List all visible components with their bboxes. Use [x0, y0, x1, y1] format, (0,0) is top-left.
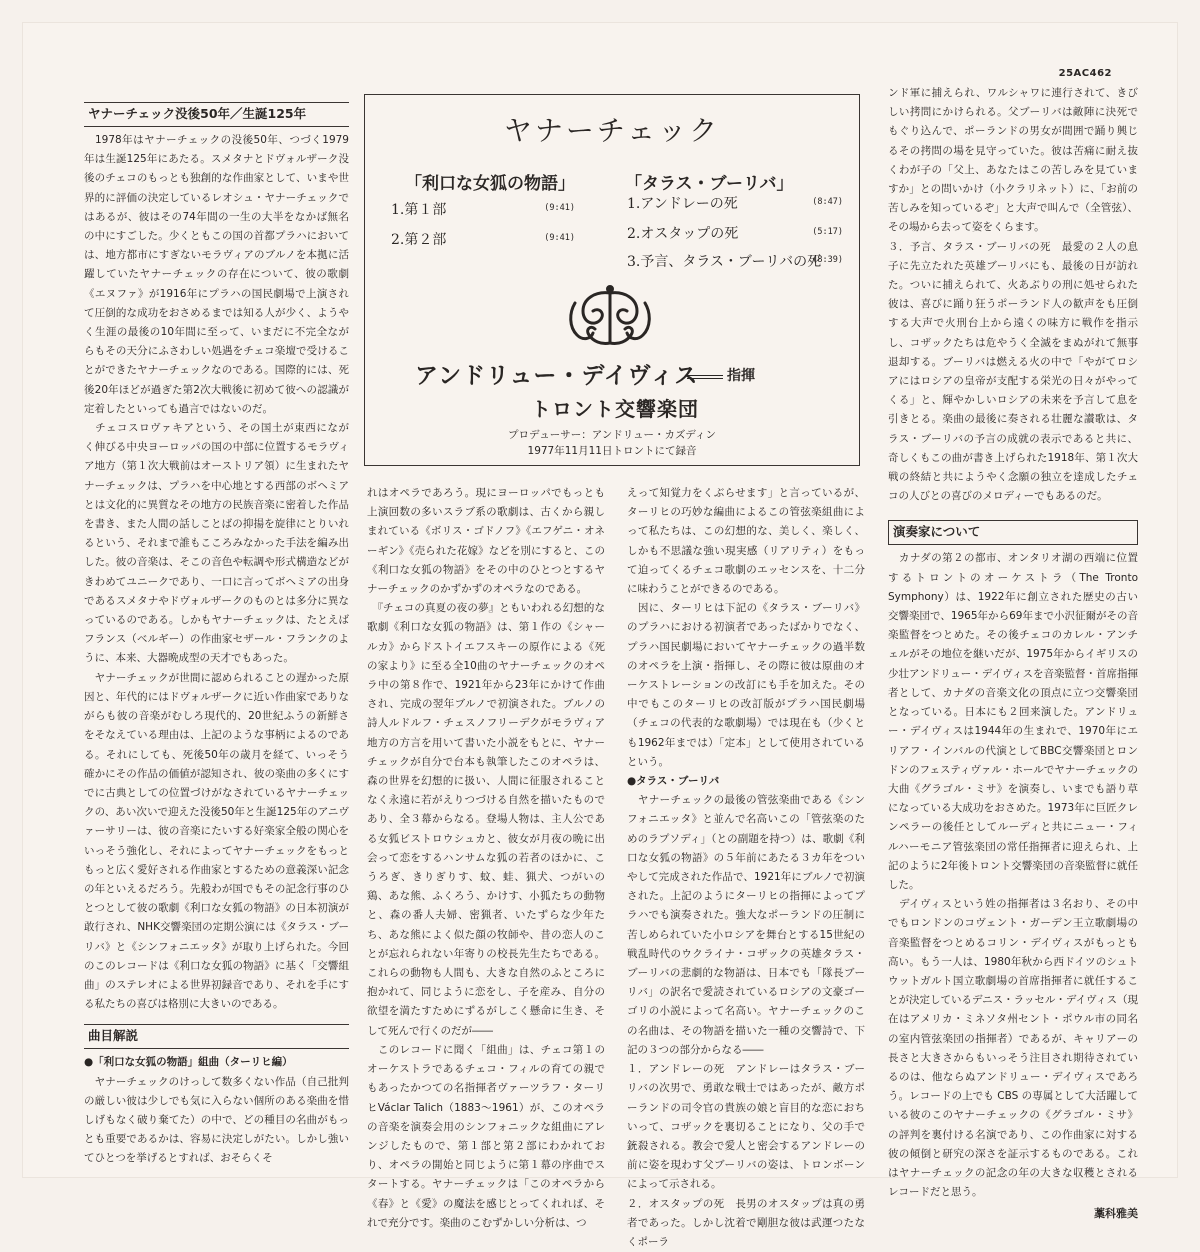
author-signature: 藁科雅美 [1094, 1207, 1138, 1221]
heading-anniversary: ヤナーチェック没後50年／生誕125年 [84, 102, 349, 127]
paragraph: このレコードに聞く「組曲」は、チェコ第１のオーケストラであるチェコ・フィルの育ての親でもあったかつての名指揮者ヴァーツラフ・ターリヒVáclar Talich（1883～1961）が、このオペラの音楽を演奏会用のシンフォニックな組曲にアレンジしたもので、第１部と第２部にわかれており、オペラの開始と同じように第１幕の序曲でスタートする。ヤナーチェックは「このオペラから《春》と《愛》の魔法を感じとってくれれば、それで充分です。楽曲のこむずかしい分析は、つ [367, 1043, 605, 1229]
producer-credit: プロデューサー：アンドリュー・カズディン [508, 429, 716, 441]
liner-notes-sheet [22, 22, 1178, 1248]
paragraph: 『チェコの真夏の夜の夢』ともいわれる幻想的な歌劇《利口な女狐の物語》は、第１作の《シャールカ》からドストイエフスキーの原作による《死の家より》に至る全10曲のヤナーチェックのオペラ中の第８作で、1921年から23年にかけて作曲され、完成の翌年ブルノで初演された。ブルノの詩人ルドルフ・チェスノフリーデクがモラヴィア地方の方言を用いて書いた小説をもとに、ヤナーチェックが自分で台本も執筆したこのオペラは、森の世界を幻想的に扱い、人間に征服されることなく永遠に若がえりつづける自然を描いたものであり、全３幕からなる。登場人物は、主人公である女狐ビストロウシュカと、彼女が月夜の晩に出会って恋をするハンサムな狐の若者のほかに、こうろぎ、きりぎりす、蚊、蛙、猟犬、つがいの鶏、あな熊、ふくろう、かけす、小狐たちの動物と、森の番人夫婦、密猟者、いたずらな少年たち、あな熊によく似た顔の牧師や、昔の恋人のことが忘れられない年寄りの校長先生たちである。これらの動物も人間も、大きな自然のふところに抱かれて、同じように恋をし、子を産み、自分の欲望を満たすためにずるがしこく懸命に生き、そして死んで行くのだが―― [367, 602, 605, 1037]
paragraph: れはオペラであろう。現にヨーロッパでもっとも上演回数の多いスラブ系の歌劇は、古くから親しまれている《ボリス・ゴドノフ》《エフゲニ・オネーギン》《売られた花嫁》などを別にすると、この《利口な女狐の物語》をその中のひとつとするヤナーチェックのかずかずのオペラなのである。 [367, 487, 605, 596]
paragraph: ンド軍に捕えられ、ワルシャワに連行されて、きびしい拷問にかけられる。父ブーリバは敵陣に決死でもぐり込んで、ポーランドの男女が間囲で踊り興じるその拷問の場を見守っていた。彼は苦痛に耐え抜くわが子の「父上、あなたはこの苦しみを見ていますか」との問いかけ（小クラリネット）に、「お前の苦しみを知っているぞ」と大声で叫んで（全管弦）、その場から去って姿をくらます。 [888, 87, 1138, 234]
paragraph: １．アンドレーの死 アンドレーはタラス・ブーリバの次男で、勇敢な戦士ではあったが、敵方ポーランドの司令官の貴族の娘と盲目的な恋におちいって、コザックを裏切ることになり、父の手で銃殺される。教会で愛人と密会するアンドレーの前に姿を現わす父ブーリバの姿は、トロンボーンによって示される。 [627, 1063, 865, 1191]
paragraph: 1978年はヤナーチェックの没後50年、つづく1979年は生誕125年にあたる。スメタナとドヴォルザーク没後のチェコのもっとも独創的な作曲家として、いまや世界的に評価の決定しているレオシュ・ヤナーチェックではあるが、彼はその74年間の一生の大半をなかば無名の中にすごした。少くともこの国の首都プラハにおいては、地方都市にすぎないモラヴィアのブルノを本拠に活躍していたヤナーチェックの存在について、彼の歌劇《エヌファ》が1916年にプラハの国民劇場で上演されて圧倒的な成功をおさめるまでは知る人が少く、ようやく生涯の最後の10年間に至って、いまだに不完全ながらもその天分にふさわしい処遇をチェコ楽壇で受けることができたヤナーチェックなのである。国際的には、死後20年ほどが過ぎた第2次大戦後に初めて彼への認識が定着したといっても過言ではないのだ。 [84, 134, 349, 415]
track-item: 2.オスタップの死 (5:17) [627, 226, 843, 242]
column-3 [367, 484, 605, 1233]
dash-divider [687, 375, 723, 379]
recording-credit: 1977年11月11日トロントにて録音 [527, 445, 697, 457]
track-item: 1.アンドレーの死 (8:47) [627, 196, 843, 212]
paragraph: 因に、ターリヒは下記の《タラス・ブーリバ》のプラハにおける初演者であったばかりでなく、プラハ国民劇場においてヤナーチェックの過半数のオペラを上演・指揮し、その際に彼は原曲のオーケストレーションの改訂にも手を加えた。その中でもこのターリヒの改訂版がプラハ国民劇場（チェコの代表的な歌劇場）では現在も（少くとも1962年までは）「定本」として使用されているという。 [627, 602, 865, 768]
column-5 [888, 84, 1138, 1224]
track-item: 1.第１部 (9:41) [391, 202, 575, 218]
paragraph: ヤナーチェックのけっして数多くない作品（自己批判の厳しい彼は少しでも気に入らない個所のある楽曲を惜しげもなく破り棄てた）の中で、どの種目の名曲がもっとも重要であるかは、容易に決定しがたい。しかし強いてひとつを挙げるとすれば、おそらくそ [84, 1075, 349, 1165]
paragraph: えって知覚力をくぶらせます」と言っているが、ターリヒの巧妙な編曲によるこの管弦楽組曲によって私たちは、この幻想的な、美しく、楽しく、しかも不思議な強い現実感（リアリティ）をもって迫ってくるチェコ歌劇のエッセンスを、十二分に味わうことができるのである。 [627, 487, 865, 596]
paragraph: ヤナーチェックの最後の管弦楽曲である《シンフォニエッタ》と並んで名高いこの「管弦楽のためのラプソディ」（との副題を持つ）は、歌劇《利口な女狐の物語》の５年前にあたる３カ年をついやして完成された作品で、1921年にブルノで初演された。上記のようにターリヒの指揮によってプラハでも演奏された。強大なポーランドの圧制に苦しめられていた小ロシアを舞台とする15世紀の戦乱時代のウクライナ・コザックの英雄タラス・ブーリバの悲劇的な物語は、日本でも「隊長ブーリバ」の訳名で愛読されているロシアの文豪ゴーゴリの小説によって名高い。ヤナーチェックのこの名曲は、その物語を描いた一種の交響詩で、下記の３つの部分からなる―― [627, 794, 865, 1056]
conductor-role: 指揮 [727, 368, 755, 384]
paragraph: デイヴィスという姓の指揮者は３名おり、その中でもロンドンのコヴェント・ガーデン王立歌劇場の音楽監督をつとめるコリン・デイヴィスがもっとも高い。もう一人は、1980年秋から西ドイツのシュトウットガルト国立歌劇場の首席指揮者に就任することが決定しているデニス・ラッセル・デイヴィス（現在はアメリカ・ミネソタ州セント・ポウル市の同名の室内管弦楽団の指揮者）であるが、キャリアーの長さと大きさからもいっそう注目され期待されているのは、他ならぬアンドリュー・デイヴィスであろう。レコードの上でも CBS の専属として大活躍している彼のこのヤナーチェックの《グラゴル・ミサ》の評判を裏付ける名演であり、この作曲家に対する彼の傾倒と研究の深さを証示するものである。これはヤナーチェックの記念の年の大きな収穫とされるレコードだと思う。 [888, 898, 1139, 1199]
subheading-taras-bulba: ●タラス・ブーリバ [627, 775, 720, 788]
orchestra-name: トロント交響楽団 [531, 397, 699, 421]
paragraph: ヤナーチェックが世間に認められることの遅かった原因と、年代的にはドヴォルザークに近い作曲家でありながらも彼の音楽がむしろ現代的、20世紀ふうの新鮮さをそなえている理由は、上記のような事柄によるのである。それにしても、死後50年の歳月を経て、いっそう確かにその作品の価値が認知され、彼の楽曲の多くにすでに古典としての位置づけがなされているヤナーチェックの、あい次いで迎えた没後50年と生誕125年のアニヴァーサリーは、彼の音楽にたいする好楽家全般の関心をいっそう強化し、それによってヤナーチェックをもっともっと広く愛好される作曲家とするための意義深い記念の年といえるだろう。先般わが国でもその記念行事のひとつとして彼の歌劇《利口な女狐の物語》の日本初演が敢行され、NHK交響楽団の定期公演には《タラス・ブーリバ》と《シンフォニエッタ》が取り上げられた。今回のこのレコードは《利口な女狐の物語》に基く「交響組曲」のステレオによる世界初録音であり、それを手にする私たちの喜びは格別に大きいのである。 [84, 671, 349, 1011]
paragraph: チェコスロヴァキアという、その国土が東西になが く伸びる中央ヨーロッパの国の中部に位置するモラヴィア地方（第１次大戦前はオーストリア領）に生まれたヤナーチェックは、プラハを中心地とする西部のボヘミアとは文化的に異質なその地方の民族音楽に密着した作品を書き、また人間の話しことばの抑揚を旋律にとりいれるという、それまで誰もこころみなかった手法を編み出した。彼の音楽は、そこの音色や転調や形式構造などがきわめてユニークであり、一口に言ってボヘミアの出身であるスメタナやドヴォルザークのものとは多分に異なっているのである。しかもヤナーチェックは、たとえばフランス（ベルギー）の作曲家セザール・フランクのように、本来、大器晩成型の天才でもあった。 [84, 422, 349, 665]
paragraph: ２．オスタップの死 長男のオスタップは真の勇者であった。しかし沈着で剛胆な彼は武運つたなくポーラ [627, 1197, 865, 1248]
composer-title: ヤナーチェック [503, 114, 721, 147]
conductor-name: アンドリュー・デイヴィス [415, 363, 699, 389]
column-4 [627, 484, 865, 1252]
paragraph: ３．予言、タラス・ブーリバの死 最愛の２人の息子に先立たれた英雄ブーリバにも、最後の日が訪れた。ついに捕えられて、火あぶりの刑に処せられた彼は、喜びに踊り狂うポーランド人の歓声をも圧倒する大声で火刑台上から遠くの味方に戦作を指示し、コザックたちは危やうく全滅をまぬがれて無事退却する。ブーリバは燃える火の中で「やがてロシアにはロシアの皇帝が支配する栄光の日々がやってくる」と、輝やかしいロシアの未来を予言して息を引きとる。楽曲の最後に奏される壮麗な讃歌は、タラス・ブーリバの予言の成就の表示であると共に、奇しくもこの曲が書き上げられた1918年、第１次大戦の終結と共にようやく念願の独立を達成したチェコの人びとの喜びのメロディーでもあるのだ。 [888, 240, 1138, 503]
paragraph: カナダの第２の都市、オンタリオ湖の西端に位置するトロントのオーケストラ（The Tronto Symphony）は、1922年に創立された歴史の古い交響楽団で、1965年から69年まで小沢征爾がその音楽監督をつとめた。その後チェコのカレル・アンチェルがその地位を継いだが、1975年からイギリスの少壮アンドリュー・デイヴィスを音楽監督・首席指揮者として、カナダの音楽文化の頂点に立つ交響楽団となっている。日本にも２回来演した。アンドリュー・デイヴィスは1944年の生まれで、1970年にエリアフ・インバルの代演としてBBC交響楽団とロンドンのフェスティヴァル・ホールでヤナーチェックの大曲《グラゴル・ミサ》を演奏し、いまでも語り草になっている大成功をおさめた。1973年に巨匠クレンペラーの後任としてルーディと共にニュー・フィルハーモニア管弦楽団の常任指揮者に迎えられ、上記のように2年後トロント交響楽団の音楽監督に就任した。 [888, 552, 1138, 891]
work1-title: 「利口な女狐の物語」 [405, 174, 575, 194]
track-item: 3.予言、タラス・ブーリバの死 (8:39) [627, 254, 843, 270]
column-1 [84, 102, 349, 1169]
heading-program-notes: 曲目解説 [84, 1024, 349, 1049]
heading-performers: 演奏家について [888, 520, 1138, 545]
catalog-number: 25AC462 [1058, 68, 1112, 79]
ornament-icon [565, 283, 655, 355]
work2-title: 「タラス・ブーリバ」 [625, 174, 794, 194]
subheading-vixen: ●「利口な女狐の物語」組曲（ターリヒ編） [84, 1056, 293, 1069]
title-box [364, 94, 860, 466]
track-item: 2.第２部 (9:41) [391, 232, 575, 248]
